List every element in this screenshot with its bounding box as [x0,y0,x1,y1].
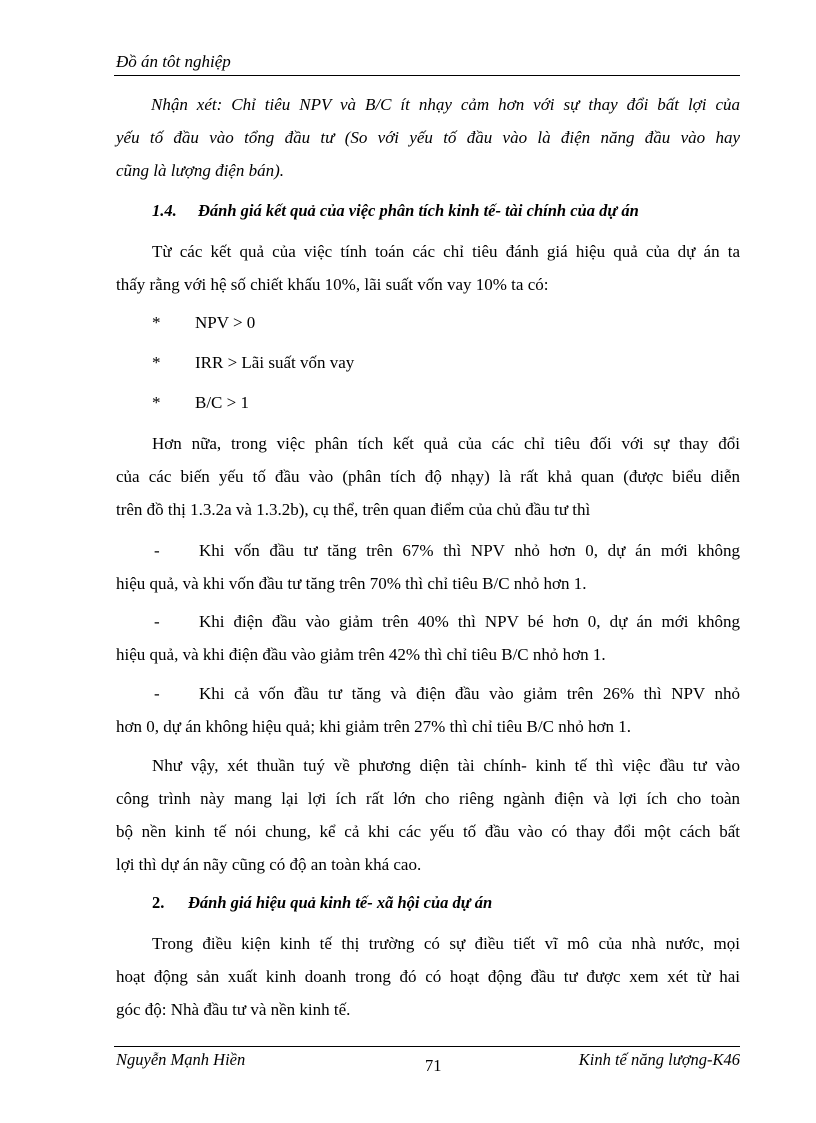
footer-course: Kinh tế năng lượng-K46 [578,1050,740,1069]
bullet-mark: * [152,353,161,372]
section-title: Đánh giá kết quả của việc phân tích kinh tế- tài chính của dự án [198,201,639,220]
section-number: 2. [152,893,165,912]
conclusion-line: bộ nền kinh tế nói chung, kể cả khi các yếu tố đầu vào có thay đổi một cách bất [116,822,740,841]
remark-line: cũng là lượng điện bán). [116,161,285,180]
conclusion-line: công trình này mang lại lợi ích rất lớn cho riêng ngành điện và lợi ích cho toàn [116,789,740,808]
section-number: 1.4. [152,201,177,220]
sensitivity-line: Hơn nữa, trong việc phân tích kết quả của các chỉ tiêu đối với sự thay đổi [152,434,740,453]
header-divider [114,75,740,76]
dash-item-line [116,534,740,567]
section-2-line: góc độ: Nhà đầu tư và nền kinh tế. [116,1000,351,1019]
conclusion-line: lợi thì dự án nãy cũng có độ an toàn khá cao. [116,855,422,874]
dash-item [116,605,740,671]
section-heading-1-4 [152,201,639,221]
dash-mark: - [154,541,160,560]
page-number: 71 [425,1056,442,1075]
dash-item [116,677,740,743]
sensitivity-line: của các biến yếu tố đầu vào (phân tích độ nhạy) là rất khả quan (được biểu diễn [116,467,740,486]
section-title: Đánh giá hiệu quả kinh tế- xã hội của dự án [188,893,493,912]
sensitivity-line: trên đồ thị 1.3.2a và 1.3.2b), cụ thể, trên quan điểm của chủ đầu tư thì [116,500,591,519]
dash-item [116,534,740,600]
dash-item-line [116,605,740,638]
bullet-mark: * [152,313,161,332]
conclusion-line: Như vậy, xét thuần tuý về phương diện tài chính- kinh tế thì việc đầu tư vào [152,756,740,775]
dash-item-text: Khi cả vốn đầu tư tăng và điện đầu vào giảm trên 26% thì NPV nhỏ [199,684,740,703]
remark-paragraph [116,88,740,187]
running-header: Đồ án tôt nghiệp [116,52,231,71]
dash-item-text: Khi điện đầu vào giảm trên 40% thì NPV bé hơn 0, dự án mới không [199,612,740,631]
section-2-paragraph [116,927,740,1026]
section-2-line: Trong điều kiện kinh tế thị trường có sự điều tiết vĩ mô của nhà nước, mọi [152,934,740,953]
sensitivity-paragraph [116,427,740,526]
section-heading-2 [152,893,492,913]
bullet-mark: * [152,393,161,412]
footer-divider [114,1046,740,1047]
dash-mark: - [154,612,160,631]
remark-line: yếu tố đầu vào tổng đầu tư (So với yếu tố đầu vào là điện năng đầu vào hay [116,128,740,147]
dash-item-text: Khi vốn đầu tư tăng trên 67% thì NPV nhỏ hơn 0, dự án mới không [199,541,740,560]
conclusion-paragraph [116,749,740,881]
intro-line: thấy rằng với hệ số chiết khấu 10%, lãi suất vốn vay 10% ta có: [116,275,549,294]
dash-item-line: hiệu quả, và khi điện đầu vào giảm trên 42% thì chỉ tiêu B/C nhỏ hơn 1. [116,645,606,664]
dash-item-line: hiệu quả, và khi vốn đầu tư tăng trên 70% thì chỉ tiêu B/C nhỏ hơn 1. [116,574,587,593]
bullet-text: NPV > 0 [195,313,256,332]
section-2-line: hoạt động sản xuất kinh doanh trong đó có hoạt động đầu tư được xem xét từ hai [116,967,740,986]
intro-line: Từ các kết quả của việc tính toán các chỉ tiêu đánh giá hiệu quả của dự án ta [152,242,740,261]
dash-item-line [116,677,740,710]
bullet-text: B/C > 1 [195,393,249,412]
dash-mark: - [154,684,160,703]
remark-line: Nhận xét: Chỉ tiêu NPV và B/C ít nhạy cảm hơn với sự thay đổi bất lợi của [151,95,740,114]
dash-item-line: hơn 0, dự án không hiệu quả; khi giảm trên 27% thì chỉ tiêu B/C nhỏ hơn 1. [116,717,631,736]
footer-author: Nguyễn Mạnh Hiền [116,1050,246,1069]
intro-paragraph [116,235,740,301]
bullet-text: IRR > Lãi suất vốn vay [195,353,355,372]
